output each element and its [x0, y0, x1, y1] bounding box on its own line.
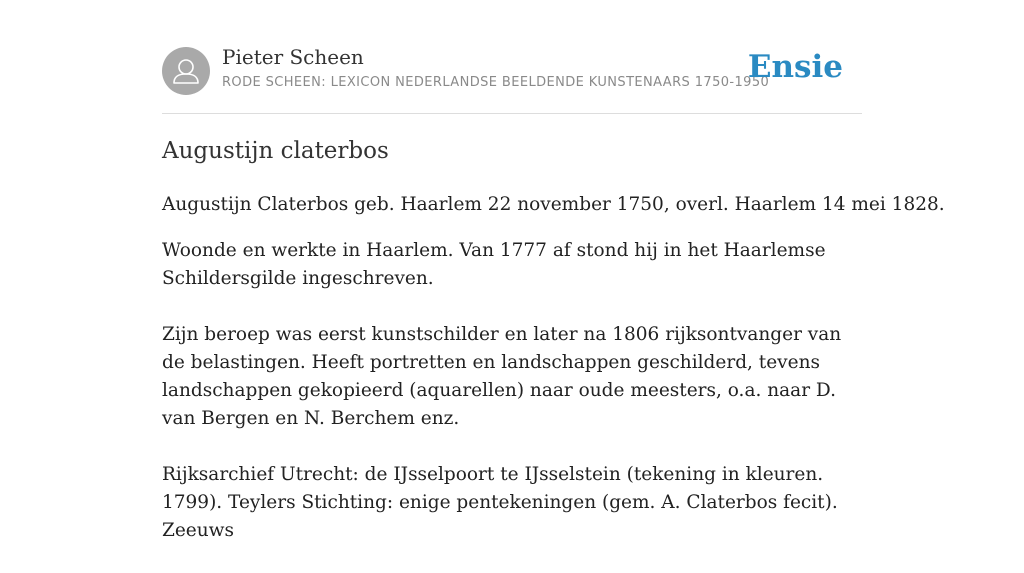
author-header [162, 0, 862, 114]
article-title: Augustijn claterbos [162, 138, 389, 164]
author-name[interactable]: Pieter Scheen [222, 45, 364, 69]
source-label[interactable]: RODE SCHEEN: LEXICON NEDERLANDSE BEELDENDE KUNSTENAARS 1750-1950 [222, 75, 770, 90]
user-icon [162, 47, 210, 95]
article-paragraph: Woonde en werkte in Haarlem. Van 1777 af stond hij in het Haarlemse Schildersgilde ingeschreven. [162, 240, 826, 289]
article-body [162, 237, 862, 573]
page-container [162, 0, 945, 541]
ensie-logo[interactable]: Ensie [747, 49, 843, 85]
article-intro: Augustijn Claterbos geb. Haarlem 22 november 1750, overl. Haarlem 14 mei 1828. [162, 194, 945, 215]
article-paragraph: Zijn beroep was eerst kunstschilder en later na 1806 rijksontvanger van de belastingen. Heeft portretten en landschappen geschilderd, tevens landschappen gekopieerd (aquarellen) naar oude meesters, o.a. naar D. van Bergen en N. Berchem enz. [162, 324, 842, 429]
avatar[interactable] [162, 47, 210, 95]
article-paragraph: Rijksarchief Utrecht: de IJsselpoort te IJsselstein (tekening in kleuren. 1799). Teylers Stichting: enige pentekeningen (gem. A. Claterbos fecit). Zeeuws [162, 464, 838, 541]
